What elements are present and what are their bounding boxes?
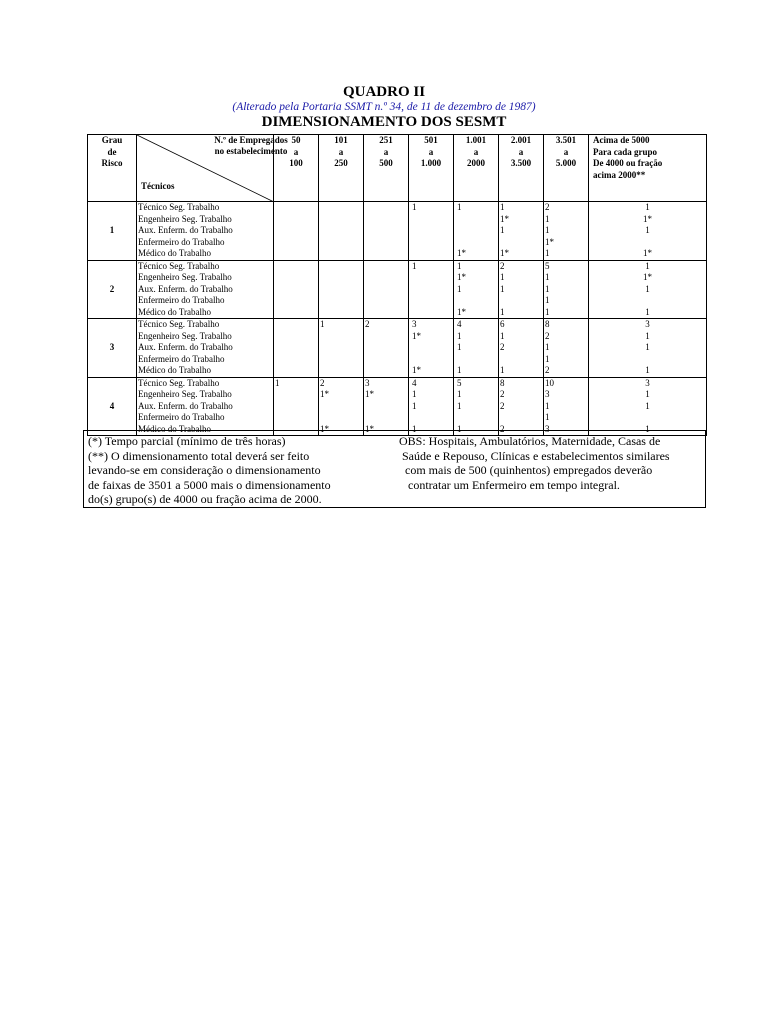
profession-label: Engenheiro Seg. Trabalho xyxy=(138,213,232,224)
header-row xyxy=(88,135,707,202)
count-cell xyxy=(274,319,319,378)
header-range-line: a xyxy=(473,146,479,157)
count-value: 10 xyxy=(545,377,554,388)
count-value xyxy=(455,225,497,237)
count-value xyxy=(590,295,705,307)
count-value xyxy=(275,319,317,331)
note-line: (*) Tempo parcial (mínimo de três horas) xyxy=(88,434,286,448)
count-value xyxy=(410,354,452,366)
profession-label: Técnico Seg. Trabalho xyxy=(138,202,220,212)
tecnicos-cell xyxy=(137,260,274,319)
count-value xyxy=(320,307,362,319)
obs-line: OBS: Hospitais, Ambulatórios, Maternidade, Casas de xyxy=(399,434,661,448)
count-cell xyxy=(544,260,589,319)
header-range-8 xyxy=(589,135,707,202)
count-cell xyxy=(544,202,589,261)
count-value: 1 xyxy=(275,377,280,388)
header-range-line: 100 xyxy=(289,158,303,168)
header-range-3 xyxy=(364,135,409,202)
count-cell xyxy=(409,202,454,261)
count-value xyxy=(320,342,362,354)
profession-label: Técnico Seg. Trabalho xyxy=(138,260,220,271)
count-value: 1* xyxy=(320,389,329,399)
count-value xyxy=(365,331,407,343)
count-value xyxy=(365,284,407,296)
header-range-line: 500 xyxy=(379,158,393,168)
page-subtitle: (Alterado pela Portaria SSMT n.º 34, de 11 de dezembro de 1987) xyxy=(232,101,536,113)
count-value: 1* xyxy=(365,423,374,434)
header-range-line: Acima de 5000 xyxy=(593,135,650,145)
count-value: 1 xyxy=(545,342,550,352)
header-range-line: 3.501 xyxy=(555,135,577,145)
tecnicos-cell xyxy=(137,202,274,261)
notes-box xyxy=(83,430,706,508)
count-value xyxy=(320,272,362,284)
count-value: 1 xyxy=(545,353,550,364)
count-value: 1 xyxy=(457,389,462,399)
count-value xyxy=(320,261,362,273)
count-value xyxy=(275,412,317,424)
count-value: 1 xyxy=(545,225,550,235)
count-value xyxy=(365,248,407,260)
count-cell xyxy=(364,377,409,436)
count-value: 1 xyxy=(545,412,550,422)
count-value: 1 xyxy=(457,283,462,294)
count-value xyxy=(365,365,407,377)
count-value xyxy=(410,272,452,284)
count-value: 3 xyxy=(365,377,370,388)
header-range-line: a xyxy=(563,146,569,157)
obs-line: Saúde e Repouso, Clínicas e estabelecimentos similares xyxy=(399,448,670,463)
count-value: 1 xyxy=(545,213,550,224)
tecnicos-cell xyxy=(137,377,274,436)
count-value: 1 xyxy=(500,330,505,341)
profession-label: Aux. Enferm. do Trabalho xyxy=(138,400,233,411)
count-value: 1* xyxy=(500,213,509,224)
count-value xyxy=(320,365,362,377)
count-value: 1* xyxy=(643,248,652,258)
count-value: 1* xyxy=(412,365,421,375)
count-cell xyxy=(454,319,499,378)
count-value xyxy=(320,295,362,307)
count-value: 3 xyxy=(645,319,650,329)
count-value: 1* xyxy=(320,423,329,434)
note-line: levando-se em consideração o dimensionamento xyxy=(88,463,321,477)
count-value xyxy=(320,214,362,226)
header-range-line: a xyxy=(383,146,389,157)
count-value: 1 xyxy=(645,389,650,399)
count-value xyxy=(320,225,362,237)
count-value xyxy=(455,214,497,226)
count-value xyxy=(455,237,497,249)
count-value xyxy=(275,202,317,214)
count-cell xyxy=(274,377,319,436)
count-value xyxy=(320,412,362,424)
count-value: 2 xyxy=(365,319,370,329)
count-value xyxy=(275,342,317,354)
profession-label: Médico do Trabalho xyxy=(138,423,211,434)
header-range-line: 2000 xyxy=(467,158,485,168)
count-value: 1 xyxy=(457,330,462,341)
count-value xyxy=(500,354,542,366)
grau-risco-cell: 3 xyxy=(88,319,137,378)
count-value xyxy=(500,237,542,249)
count-value: 1* xyxy=(457,272,466,282)
profession-label: Enfermeiro do Trabalho xyxy=(138,236,225,247)
count-value: 1 xyxy=(412,389,417,399)
table-row xyxy=(88,377,707,436)
count-cell xyxy=(319,319,364,378)
header-empregados-line: N.º de Empregados xyxy=(214,135,288,145)
count-value xyxy=(500,295,542,307)
header-grau-line: Grau xyxy=(101,135,123,145)
header-grau-line: de xyxy=(107,146,117,157)
count-value: 1 xyxy=(457,365,462,375)
header-grau-line: Risco xyxy=(101,158,123,168)
count-cell xyxy=(499,377,544,436)
note-line: de faixas de 3501 a 5000 mais o dimensionamento xyxy=(88,477,331,492)
count-value: 2 xyxy=(500,342,505,352)
obs-line: com mais de 500 (quinhentos) empregados deverão xyxy=(399,463,653,477)
count-value: 1 xyxy=(500,306,505,317)
count-value xyxy=(410,307,452,319)
count-value: 2 xyxy=(500,400,505,411)
note-line: (**) O dimensionamento total deverá ser feito xyxy=(88,448,310,463)
count-cell xyxy=(499,260,544,319)
count-cell xyxy=(409,319,454,378)
count-value: 2 xyxy=(545,202,550,212)
count-value xyxy=(410,284,452,296)
count-value xyxy=(365,225,407,237)
obs-line: contratar um Enfermeiro em tempo integral. xyxy=(399,477,620,492)
count-cell xyxy=(589,202,707,261)
count-value: 1* xyxy=(457,248,466,258)
header-range-line: 251 xyxy=(379,135,393,145)
profession-label: Médico do Trabalho xyxy=(138,306,211,317)
header-range-line: acima 2000** xyxy=(593,169,646,180)
header-range-2 xyxy=(319,135,364,202)
count-value xyxy=(410,412,452,424)
page-title: QUADRO II xyxy=(342,84,426,100)
count-value xyxy=(410,225,452,237)
count-value: 1 xyxy=(545,295,550,305)
note-line: do(s) grupo(s) de 4000 ou fração acima de 2000. xyxy=(88,492,322,506)
count-value xyxy=(410,248,452,260)
count-cell xyxy=(319,377,364,436)
count-value: 1* xyxy=(545,236,554,247)
header-range-line: 1.001 xyxy=(465,135,487,145)
count-value: 1 xyxy=(500,202,505,212)
header-range-6 xyxy=(499,135,544,202)
table-row xyxy=(88,319,707,378)
count-value: 5 xyxy=(457,377,462,388)
count-value xyxy=(320,331,362,343)
count-value: 1 xyxy=(412,423,417,434)
count-value: 2 xyxy=(545,365,550,375)
count-value: 1* xyxy=(457,306,466,317)
count-cell xyxy=(364,319,409,378)
count-cell xyxy=(274,260,319,319)
count-cell xyxy=(454,260,499,319)
count-value xyxy=(365,261,407,273)
profession-label: Técnico Seg. Trabalho xyxy=(138,319,220,329)
profession-label: Técnico Seg. Trabalho xyxy=(138,377,220,388)
count-value: 1 xyxy=(412,260,417,271)
count-value xyxy=(275,261,317,273)
count-value xyxy=(275,237,317,249)
header-range-line: a xyxy=(293,146,299,157)
count-value xyxy=(365,354,407,366)
profession-label: Enfermeiro do Trabalho xyxy=(138,295,225,305)
header-range-line: a xyxy=(518,146,524,157)
count-value xyxy=(320,248,362,260)
count-value xyxy=(455,295,497,307)
count-value xyxy=(500,412,542,424)
count-cell xyxy=(409,377,454,436)
count-value xyxy=(275,225,317,237)
count-value: 1 xyxy=(412,400,417,411)
count-value: 5 xyxy=(545,260,550,271)
profession-label: Aux. Enferm. do Trabalho xyxy=(138,225,233,235)
header-range-line: 501 xyxy=(424,135,438,145)
header-range-line: 5.000 xyxy=(555,158,577,168)
tecnicos-cell xyxy=(137,319,274,378)
profession-label: Médico do Trabalho xyxy=(138,365,211,375)
table-heading: DIMENSIONAMENTO DOS SESMT xyxy=(261,114,507,130)
count-value: 1 xyxy=(500,365,505,375)
count-cell xyxy=(454,202,499,261)
count-value: 4 xyxy=(457,319,462,329)
profession-label: Engenheiro Seg. Trabalho xyxy=(138,330,232,341)
table-row xyxy=(88,202,707,261)
grau-risco-cell: 4 xyxy=(88,377,137,436)
count-value: 1 xyxy=(545,272,550,282)
count-value: 3 xyxy=(412,319,417,329)
count-value: 1 xyxy=(457,342,462,352)
header-range-line: 3.500 xyxy=(510,158,532,168)
count-cell xyxy=(544,319,589,378)
count-value xyxy=(275,401,317,413)
grau-risco-cell: 2 xyxy=(88,260,137,319)
header-range-line: De 4000 ou fração xyxy=(593,158,663,168)
count-cell xyxy=(319,260,364,319)
profession-label: Médico do Trabalho xyxy=(138,248,211,258)
header-range-line: a xyxy=(338,146,344,157)
count-value: 1 xyxy=(500,272,505,282)
count-cell xyxy=(499,319,544,378)
header-range-line: 1.000 xyxy=(420,158,442,168)
header-range-line: 2.001 xyxy=(510,135,532,145)
count-cell xyxy=(319,202,364,261)
count-value xyxy=(590,354,705,366)
header-diagonal-cell xyxy=(137,135,288,202)
header-range-5 xyxy=(454,135,499,202)
count-value: 1 xyxy=(545,283,550,294)
profession-label: Enfermeiro do Trabalho xyxy=(138,412,225,422)
count-value xyxy=(410,342,452,354)
count-value xyxy=(275,331,317,343)
count-value xyxy=(365,307,407,319)
header-range-line: 250 xyxy=(334,158,348,168)
count-value: 6 xyxy=(500,319,505,329)
count-value: 4 xyxy=(412,377,417,388)
count-value: 1 xyxy=(412,202,417,212)
count-value: 1 xyxy=(645,225,650,235)
count-value xyxy=(590,237,705,249)
sesmt-table xyxy=(87,134,707,436)
count-value: 2 xyxy=(500,423,505,434)
count-value: 1 xyxy=(645,283,650,294)
count-value: 1 xyxy=(457,423,462,434)
profession-label: Engenheiro Seg. Trabalho xyxy=(138,389,232,399)
header-range-line: Para cada grupo xyxy=(593,146,657,157)
count-cell xyxy=(364,202,409,261)
count-value xyxy=(365,202,407,214)
count-value: 2 xyxy=(545,330,550,341)
count-value: 8 xyxy=(500,377,505,388)
count-value xyxy=(275,389,317,401)
count-value: 1* xyxy=(500,248,509,258)
count-value: 1 xyxy=(457,202,462,212)
count-value: 1 xyxy=(545,248,550,258)
count-value xyxy=(275,248,317,260)
header-tecnicos: Técnicos xyxy=(141,181,175,191)
count-value xyxy=(320,202,362,214)
count-value: 1 xyxy=(645,260,650,271)
count-value: 3 xyxy=(545,389,550,399)
count-value: 1 xyxy=(645,365,650,375)
count-value xyxy=(275,365,317,377)
count-value xyxy=(410,237,452,249)
count-value xyxy=(365,401,407,413)
count-value xyxy=(320,354,362,366)
count-value: 1 xyxy=(645,342,650,352)
count-value: 1* xyxy=(643,213,652,224)
count-value xyxy=(320,401,362,413)
notes-right xyxy=(399,434,704,492)
count-cell xyxy=(589,260,707,319)
count-value: 1* xyxy=(412,330,421,341)
count-cell xyxy=(589,377,707,436)
count-value xyxy=(365,272,407,284)
count-value xyxy=(365,214,407,226)
count-value: 3 xyxy=(545,423,550,434)
count-value: 1 xyxy=(645,400,650,411)
count-value xyxy=(365,237,407,249)
count-value: 1* xyxy=(365,389,374,399)
count-value xyxy=(455,354,497,366)
count-cell xyxy=(364,260,409,319)
count-cell xyxy=(544,377,589,436)
count-value xyxy=(275,272,317,284)
count-value xyxy=(365,342,407,354)
count-value: 2 xyxy=(320,377,325,388)
count-value xyxy=(275,214,317,226)
profession-label: Engenheiro Seg. Trabalho xyxy=(138,272,232,282)
count-value xyxy=(320,237,362,249)
count-value: 1* xyxy=(643,272,652,282)
count-value xyxy=(455,412,497,424)
count-value: 1 xyxy=(457,260,462,271)
count-value xyxy=(275,354,317,366)
header-empregados-line: no estabelecimento xyxy=(214,146,288,156)
header-empregados xyxy=(181,135,321,157)
count-value xyxy=(275,284,317,296)
table-row xyxy=(88,260,707,319)
count-cell xyxy=(454,377,499,436)
count-value: 1 xyxy=(645,306,650,317)
count-value: 3 xyxy=(645,377,650,388)
count-value xyxy=(365,412,407,424)
profession-label: Aux. Enferm. do Trabalho xyxy=(138,283,233,294)
count-value: 2 xyxy=(500,389,505,399)
grau-risco-cell: 1 xyxy=(88,202,137,261)
header-grau xyxy=(88,135,137,202)
count-cell xyxy=(589,319,707,378)
count-value xyxy=(275,295,317,307)
count-value: 1 xyxy=(500,283,505,294)
count-cell xyxy=(499,202,544,261)
count-value: 1 xyxy=(320,319,325,329)
count-value xyxy=(320,284,362,296)
count-value: 1 xyxy=(500,225,505,235)
profession-label: Aux. Enferm. do Trabalho xyxy=(138,342,233,352)
count-cell xyxy=(274,202,319,261)
profession-label: Enfermeiro do Trabalho xyxy=(138,353,225,364)
count-value xyxy=(410,214,452,226)
count-value xyxy=(590,412,705,424)
count-value: 1 xyxy=(457,400,462,411)
count-cell xyxy=(409,260,454,319)
notes-left xyxy=(88,434,388,507)
count-value: 1 xyxy=(645,423,650,434)
count-value xyxy=(275,307,317,319)
header-range-4 xyxy=(409,135,454,202)
count-value: 8 xyxy=(545,319,550,329)
count-value: 1 xyxy=(645,202,650,212)
header-range-line: a xyxy=(428,146,434,157)
count-value: 2 xyxy=(500,260,505,271)
count-value: 1 xyxy=(545,400,550,411)
header-range-line: 50 xyxy=(291,135,301,145)
header-range-line: 101 xyxy=(334,135,348,145)
count-value xyxy=(365,295,407,307)
count-value: 1 xyxy=(645,330,650,341)
count-value: 1 xyxy=(545,306,550,317)
header-range-7 xyxy=(544,135,589,202)
count-value xyxy=(410,295,452,307)
